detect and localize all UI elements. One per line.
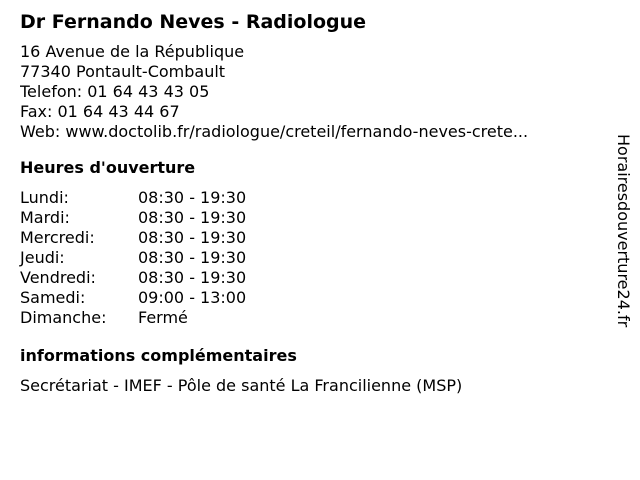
phone-number: Telefon: 01 64 43 43 05 <box>20 82 210 101</box>
page-title: Dr Fernando Neves - Radiologue <box>20 11 367 33</box>
hours-row-tuesday <box>20 208 600 228</box>
day-label: Jeudi: <box>20 248 65 267</box>
hours-row-sunday <box>20 308 600 328</box>
hours-row-thursday <box>20 248 600 268</box>
time-value: 08:30 - 19:30 <box>138 188 247 207</box>
address-city: 77340 Pontault-Combault <box>20 62 226 81</box>
day-label: Mardi: <box>20 208 70 227</box>
opening-hours-table <box>20 188 600 328</box>
time-value: Fermé <box>138 308 188 327</box>
address-street: 16 Avenue de la République <box>20 42 245 61</box>
time-value: 08:30 - 19:30 <box>138 228 247 247</box>
day-label: Mercredi: <box>20 228 95 247</box>
fax-number: Fax: 01 64 43 44 67 <box>20 102 180 121</box>
day-label: Samedi: <box>20 288 86 307</box>
day-label: Lundi: <box>20 188 69 207</box>
time-value: 09:00 - 13:00 <box>138 288 247 307</box>
hours-row-friday <box>20 268 600 288</box>
additional-info-text: Secrétariat - IMEF - Pôle de santé La Francilienne (MSP) <box>20 376 463 395</box>
additional-info-heading: informations complémentaires <box>20 346 297 365</box>
hours-row-wednesday <box>20 228 600 248</box>
website-link[interactable]: Web: www.doctolib.fr/radiologue/creteil/fernando-neves-crete... <box>20 122 529 141</box>
hours-row-monday <box>20 188 600 208</box>
day-label: Vendredi: <box>20 268 96 287</box>
opening-hours-heading: Heures d'ouverture <box>20 158 196 177</box>
time-value: 08:30 - 19:30 <box>138 268 247 287</box>
time-value: 08:30 - 19:30 <box>138 248 247 267</box>
business-card <box>20 10 600 396</box>
time-value: 08:30 - 19:30 <box>138 208 247 227</box>
hours-row-saturday <box>20 288 600 308</box>
site-watermark: Horairesdouverture24.fr <box>614 134 633 328</box>
day-label: Dimanche: <box>20 308 107 327</box>
